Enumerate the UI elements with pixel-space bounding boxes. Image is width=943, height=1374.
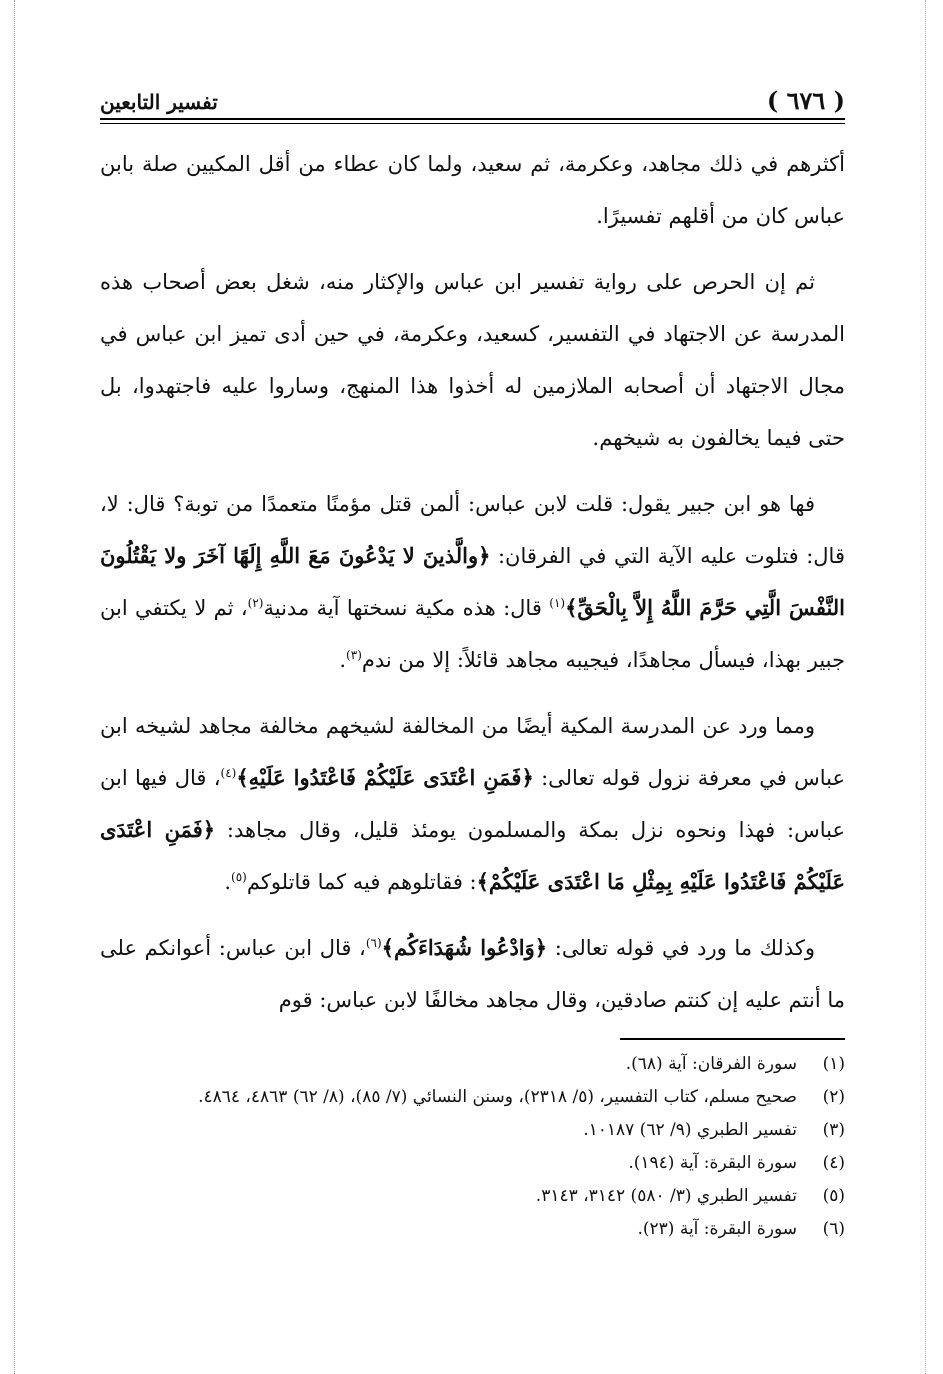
paragraph-4-text-b: ، قال فيها ابن عباس: فهذا ونحوه نزل بمكة والمسلمون يومئذ قليل، وقال مجاهد: [100, 766, 845, 842]
running-title: تفسير التابعين [100, 90, 218, 114]
paragraph-3-text-a: فها هو ابن جبير يقول: قلت لابن عباس: ألمن قتل مؤمنًا متعمدًا من توبة؟ قال: لا، قال: فتلوت عليه الآية التي في الفرقان: [100, 492, 845, 568]
paragraph-5 [100, 922, 845, 1026]
paragraph-1-line-1: أكثرهم في ذلك مجاهد، وعكرمة، ثم سعيد، ولما كان عطاء من أقل المكيين صلة بابن [100, 152, 845, 176]
footnote-number: (٤) [822, 1153, 845, 1173]
paragraph-4-text-d: . [224, 870, 232, 894]
paragraph-3 [100, 478, 845, 686]
page-number: ( ٦٧٦ ) [766, 86, 845, 115]
book-page [100, 80, 845, 1246]
footnote-ref-6: (٦) [365, 936, 382, 950]
footnote-number: (٦) [822, 1219, 845, 1239]
paragraph-4 [100, 700, 845, 908]
footnote-ref-4: (٤) [220, 766, 237, 780]
header-rule [100, 118, 845, 124]
scan-edge-right [925, 0, 926, 1374]
footnote-5 [100, 1180, 845, 1213]
quran-verse-baqarah-194-a: ﴿فَمَنِ اعْتَدَى عَلَيْكُمْ فَاعْتَدُوا عَلَيْهِ﴾ [236, 765, 534, 790]
footnote-1 [100, 1048, 845, 1081]
paragraph-5-text-b: ، قال ابن عباس: أعوانكم على ما أنتم عليه إن كنتم صادقين، وقال مجاهد مخالفًا لابن عباس: قوم [100, 936, 845, 1012]
footnote-separator [620, 1038, 845, 1040]
footnote-text: سورة البقرة: آية (١٩٤). [628, 1153, 797, 1173]
footnote-number: (٣) [822, 1120, 845, 1140]
paragraph-4-text-a: ومما ورد عن المدرسة المكية أيضًا من المخالفة لشيخهم مخالفة مجاهد لشيخه ابن عباس في معرفة نزول قوله تعالى: [100, 714, 846, 790]
paragraph-1 [100, 138, 845, 242]
quran-verse-baqarah-23: ﴿وَادْعُوا شُهَدَاءَكُم﴾ [381, 935, 548, 960]
footnote-number: (١) [822, 1054, 845, 1074]
footnote-4 [100, 1147, 845, 1180]
page-header [100, 80, 845, 118]
footnote-ref-5: (٥) [231, 870, 247, 884]
footnote-text: تفسير الطبري (٣/ ٥٨٠) ٣١٤٢، ٣١٤٣. [535, 1186, 797, 1206]
paragraph-4-text-c: : فقاتلوهم فيه كما قاتلوكم [246, 870, 477, 894]
body-text [100, 138, 845, 1026]
footnote-text: سورة الفرقان: آية (٦٨). [625, 1054, 797, 1074]
quran-verse-baqarah-194-b: ﴿فَمَنِ اعْتَدَى عَلَيْكُمْ فَاعْتَدُوا عَلَيْهِ بِمِثْلِ مَا اعْتَدَى عَلَيْكُمْ﴾ [100, 817, 845, 894]
footnote-text: صحيح مسلم، كتاب التفسير، (٥/ ٢٣١٨)، وسنن النسائي (٧/ ٨٥)، (٨/ ٦٢) ٤٨٦٣، ٤٨٦٤. [198, 1087, 797, 1107]
footnote-2 [100, 1081, 845, 1114]
footnote-3 [100, 1114, 845, 1147]
footnote-number: (٥) [822, 1186, 845, 1206]
footnote-6 [100, 1213, 845, 1246]
scan-edge-left [14, 0, 15, 1374]
footnotes-list [100, 1048, 845, 1246]
footnote-ref-1: (١) [549, 596, 566, 610]
footnote-ref-2: (٢) [247, 596, 264, 610]
paragraph-2: ثم إن الحرص على رواية تفسير ابن عباس والإكثار منه، شغل بعض أصحاب هذه المدرسة عن الاجتهاد في التفسير، كسعيد، وعكرمة، في حين أدى تميز ابن عباس في مجال الاجتهاد أن أصحابه الملازمين له أخذوا هذا المنهج، وساروا عليه فاجتهدوا، بل حتى فيما يخالفون به شيخهم. [100, 270, 845, 450]
footnote-text: تفسير الطبري (٩/ ٦٢) ١٠١٨٧. [583, 1120, 797, 1140]
paragraph-5-text-a: وكذلك ما ورد في قوله تعالى: [547, 936, 815, 960]
footnote-text: سورة البقرة: آية (٢٣). [637, 1219, 797, 1239]
paragraph-3-text-b: قال: هذه مكية نسختها آية مدنية [263, 596, 550, 620]
paragraph-3-text-c: ، ثم لا يكتفي ابن جبير بهذا، فيسأل مجاهدًا، فيجيبه مجاهد قائلاً: إلا من ندم [100, 596, 845, 672]
footnote-number: (٢) [822, 1087, 845, 1107]
paragraph-1-line-2: عباس كان من أقلهم تفسيرًا. [596, 204, 845, 228]
footnote-ref-3: (٣) [346, 648, 362, 662]
paragraph-3-text-d: . [339, 648, 347, 672]
quran-verse-furqan: ﴿والَّذينَ لا يَدْعُونَ مَعَ اللَّهِ إِلَهًا آخَرَ ولا يَقْتُلُونَ النَّفْسَ الَّتِي حَرَّمَ اللَّهُ إِلاَّ بِالْحَقِّ﴾ [100, 543, 846, 620]
